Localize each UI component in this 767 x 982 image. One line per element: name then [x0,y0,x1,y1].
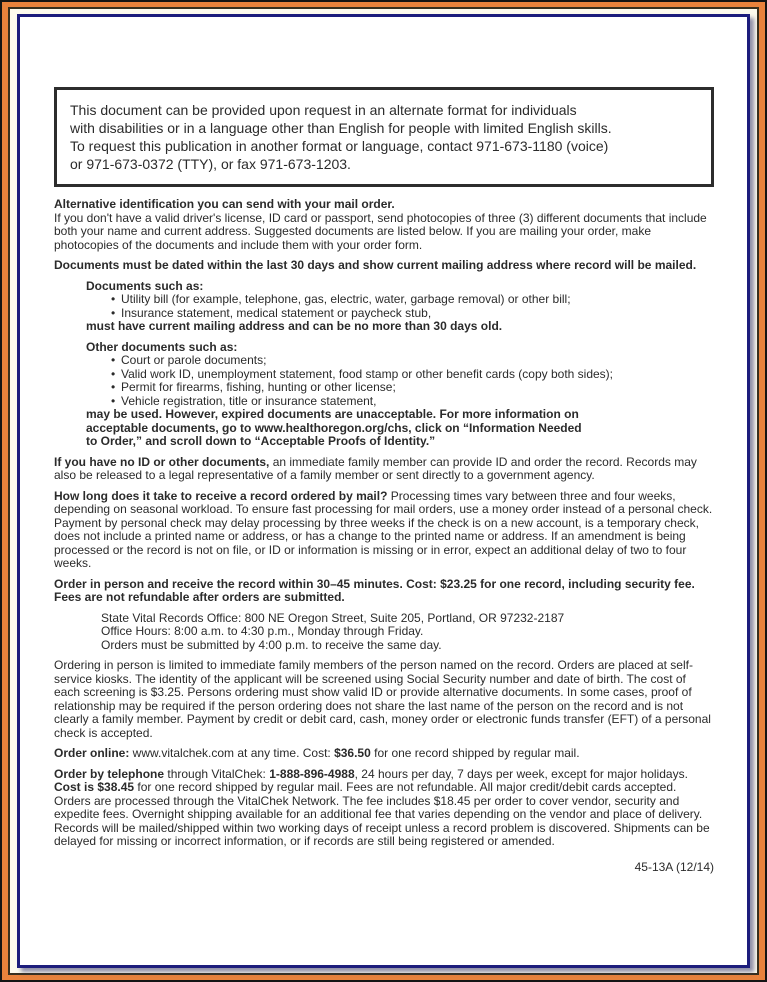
docs-a-heading: Documents such as: [86,278,204,293]
docs-a-list [111,293,714,320]
docs-b-footer-line: may be used. However, expired documents are unacceptable. For more information on [86,407,579,421]
order-online-cost: $36.50 [334,746,371,760]
docs-b-list [111,354,714,408]
alt-id-body: If you don't have a valid driver's license, ID card or passport, send photocopies of three (3) different documents that include both your name and current address. Suggested documents are listed below. If you are mailing your order, make photocopies of the documents and include them with your order form. [54,210,707,252]
para-order-in-person: Order in person and receive the record within 30–45 minutes. Cost: $23.25 for one record, including security fee. Fees are not refundable after orders are submitted. [54,576,695,604]
form-number: 45-13A (12/14) [634,859,714,874]
para-order-online [54,747,714,761]
list-item: • Valid work ID, unemployment statement, food stamp or other benefit cards (copy both sides); [111,368,714,382]
office-cutoff-line: Orders must be submitted by 4:00 p.m. to receive the same day. [101,637,442,652]
document-sheet [17,14,750,968]
list-item: • Utility bill (for example, telephone, gas, electric, water, garbage removal) or other bill; [111,293,714,307]
notice-line: with disabilities or in a language other than English for people with limited English skills. [70,120,612,136]
para-alternative-identification [54,198,714,252]
notice-line: or 971-673-0372 (TTY), or fax 971-673-1203. [70,156,351,172]
alternate-format-notice-box [54,87,714,187]
mail-time-lead: How long does it take to receive a record ordered by mail? [54,488,388,503]
no-id-rest: an immediate family member can provide ID and order the record. Records may also be released to a legal representative of a family member or sent directly to a government agency. [54,454,697,482]
notice-line: This document can be provided upon request in an alternate format for individuals [70,102,577,118]
order-phone-label: Order by telephone [54,766,165,781]
order-phone-mid2: , 24 hours per day, 7 days per week, except for major holidays. [354,766,688,781]
para-order-by-telephone [54,768,714,849]
order-online-label: Order online: [54,746,130,760]
order-phone-mid1: through VitalChek: [164,766,270,781]
office-hours-line: Office Hours: 8:00 a.m. to 4:30 p.m., Monday through Friday. [101,624,424,638]
list-item: • Permit for firearms, fishing, hunting or other license; [111,381,714,395]
office-address-line: State Vital Records Office: 800 NE Oregon Street, Suite 205, Portland, OR 97232-2187 [101,610,565,625]
documents-such-as-group [54,280,714,334]
list-item: • Insurance statement, medical statement or paycheck stub, [111,307,714,321]
other-documents-group [54,341,714,449]
order-online-rest: for one record shipped by regular mail. [370,746,580,760]
frame-gap [8,7,759,975]
order-phone-rest: for one record shipped by regular mail. Fees are not refundable. All major credit/debit cards accepted. Orders are processed through the VitalChek Network. The fee includes $18.45 per order to cover vendor, security and expedite fees. Overnight shipping available for an additional fee that varies depending on the vendor and place of delivery. Records will be mailed/shipped within two working days of receipt unless a record problem is discovered. Shipments can be delayed for missing or incorrect information, or if records are still being registered or amended. [54,780,710,848]
orange-frame [2,2,765,980]
office-info-block [101,612,714,653]
docs-a-footer: must have current mailing address and can be no more than 30 days old. [86,319,503,333]
order-phone-cost: Cost is $38.45 [54,780,135,794]
para-no-id [54,456,714,483]
list-item: • Court or parole documents; [111,354,714,368]
mail-time-rest: Processing times vary between three and four weeks, depending on seasonal workload. To ensure fast processing for mail orders, use a money order instead of a personal check. Payment by personal check may delay processing by three weeks if the check is on a new account, is a temporary check, does not include a printed name or address, or has a change to the printed name or address. If an amendment is being processed or the record is not on file, or ID or information is missing or in error, expect an additional delay of two to four weeks. [54,488,713,570]
no-id-lead: If you have no ID or other documents, [54,454,270,469]
docs-b-heading: Other documents such as: [86,339,238,354]
order-phone-number: 1-888-896-4988 [269,766,355,781]
para-mail-processing-time [54,490,714,571]
order-online-mid: www.vitalchek.com at any time. Cost: [129,746,335,760]
docs-b-footer-line: to Order,” and scroll down to “Acceptable Proofs of Identity.” [86,434,436,448]
document-content [20,17,747,874]
para-dated-note: Documents must be dated within the last 30 days and show current mailing address where record will be mailed. [54,258,697,272]
para-in-person-details: Ordering in person is limited to immediate family members of the person named on the record. Orders are placed at self-service kiosks. The identity of the applicant will be screened using Social Security number and date of birth. The cost of each screening is $3.25. Persons ordering must show valid ID or provide alternative documents. In some cases, proof of relationship may be required if the person ordering does not share the last name of the person on the record and is not clearly a family member. Payment by credit or debit card, cash, money order or electronic funds transfer (EFT) of a personal check is accepted. [54,658,711,740]
docs-b-footer-line: acceptable documents, go to www.healthoregon.org/chs, click on “Information Needed [86,420,582,435]
notice-line: To request this publication in another format or language, contact 971-673-1180 (voice) [70,138,609,154]
alt-id-heading: Alternative identification you can send with your mail order. [54,197,395,211]
list-item: • Vehicle registration, title or insurance statement, [111,395,714,409]
